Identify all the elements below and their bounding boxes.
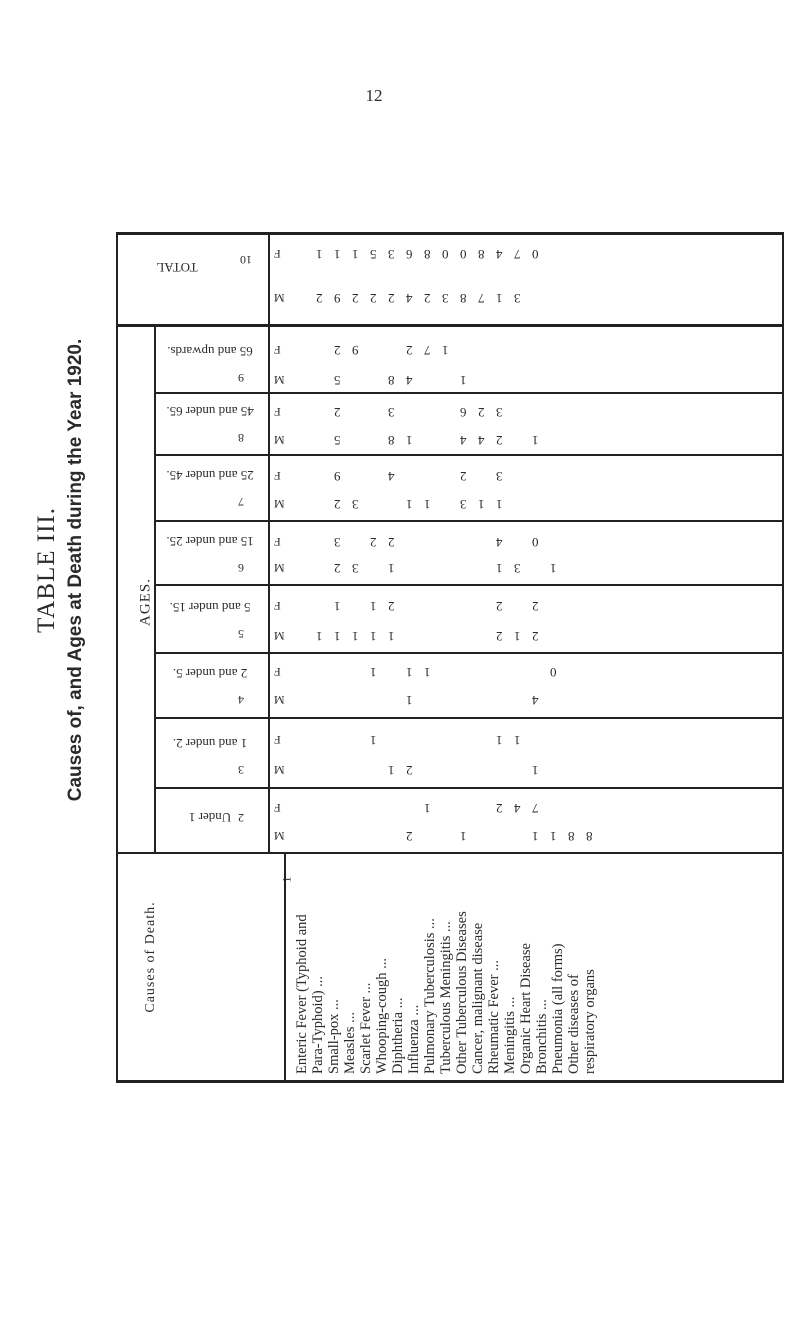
cause-label: Whooping-cough ... [374,958,390,1074]
table-cell: 4 [478,433,485,448]
table-cell: 4 [406,291,413,306]
cause-label: Tuberculous Meningitis ... [438,921,454,1074]
row-sep [154,392,782,394]
cause-row [454,850,470,1074]
age-label-under-1: Under 1 [188,810,232,825]
cause-label: Other Tuberculous Diseases [454,911,470,1074]
table-cell: 1 [460,373,467,388]
table-cell: 2 [388,599,395,614]
cause-label: Small-pox ... [326,999,342,1074]
table-cell: 3 [352,497,359,512]
cause-row [358,850,374,1074]
f-label: F [274,733,281,747]
table-cell: 1 [334,629,341,644]
table-cell: 2 [478,405,485,420]
causes-header: Causes of Death. [143,901,158,1013]
table-cell: 4 [406,373,413,388]
table-cell: 1 [496,291,503,306]
m-label: M [274,629,285,643]
table-cell: 1 [478,497,485,512]
age-label-1-2: 1 and under 2. [172,736,248,751]
cause-row [486,850,502,1074]
table-cell: 1 [370,665,377,680]
cause-row [422,850,438,1074]
table-cell: 7 [478,291,485,306]
table-cell: 1 [514,733,521,748]
table-cell: 0 [532,247,539,262]
cause-label: Diphtheria ... [390,997,406,1074]
table-cell: 2 [370,291,377,306]
age-label-2-5: 2 and under 5. [172,666,248,681]
cause-row [390,850,406,1074]
table-cell: 2 [460,469,467,484]
total-f-label: F [274,247,281,261]
table-cell: 1 [406,665,413,680]
f-label: F [274,599,281,613]
table-bottom-border [116,1080,784,1083]
cause-label: Other diseases of [566,974,582,1074]
age-col-6: 6 [238,561,244,575]
total-col-number: 10 [240,253,252,267]
table-cell: 1 [406,693,413,708]
table-cell: 1 [460,829,467,844]
cause-label: Rheumatic Fever ... [486,960,502,1074]
table-cell: 1 [496,733,503,748]
table-cell: 1 [352,629,359,644]
cause-label: Enteric Fever (Typhoid and [294,914,310,1074]
total-row-border [116,324,784,327]
table-top-border [116,232,784,235]
table-cell: 2 [334,343,341,358]
table-cell: 2 [352,291,359,306]
table-cell: 5 [370,247,377,262]
m-label: M [274,433,285,447]
table-cell: 4 [514,801,521,816]
f-label: F [274,535,281,549]
table-cell: 8 [568,829,575,844]
table-right-border [782,232,784,1082]
label-col-border [268,232,270,854]
m-label: M [274,373,285,387]
table-cell: 1 [424,497,431,512]
table-cell: 9 [352,343,359,358]
cause-label: respiratory organs [582,969,598,1074]
table-cell: 3 [514,561,521,576]
table-cell: 3 [496,469,503,484]
age-label-15-25: 15 and under 25. [166,534,254,549]
table-cell: 8 [388,373,395,388]
table-cell: 0 [532,535,539,550]
row-sep [154,520,782,522]
table-cell: 4 [460,433,467,448]
table-title: TABLE III. [33,507,60,634]
table-cell: 2 [316,291,323,306]
table-cell: 4 [496,535,503,550]
table-subtitle: Causes of, and Ages at Death during the Year 1920. [65,338,86,802]
age-col-2: 2 [238,811,244,825]
table-cell: 1 [406,433,413,448]
cause-label: Scarlet Fever ... [358,982,374,1074]
table-cell: 1 [550,829,557,844]
table-cell: 2 [406,763,413,778]
table-cell: 5 [334,373,341,388]
table-cell: 8 [478,247,485,262]
age-label-45-65: 45 and under 65. [166,404,254,419]
table-cell: 0 [460,247,467,262]
table-cell: 1 [352,247,359,262]
table-cell: 9 [334,291,341,306]
cause-row [374,850,390,1074]
table-cell: 3 [460,497,467,512]
table-cell: 1 [496,497,503,512]
table-cell: 2 [496,629,503,644]
total-m-label: M [274,291,285,305]
table-cell: 1 [424,665,431,680]
table-cell: 3 [352,561,359,576]
age-label-65u: 65 and upwards. [167,344,253,359]
table-left-border [116,232,118,1082]
f-label: F [274,469,281,483]
cause-label: Bronchitis ... [534,999,550,1074]
ages-header: AGES. [137,578,154,626]
table-cell: 8 [388,433,395,448]
table-cell: 7 [532,801,539,816]
cause-row [406,850,422,1074]
table-cell: 6 [460,405,467,420]
table-cell: 2 [334,405,341,420]
mortality-table [116,232,784,1082]
table-cell: 8 [460,291,467,306]
table-cell: 2 [370,535,377,550]
cause-row [438,850,454,1074]
age-col-4: 4 [238,693,244,707]
age-col-5: 5 [238,627,244,641]
cause-row [502,850,518,1074]
age-label-5-15: 5 and under 15. [169,600,251,615]
table-cell: 6 [406,247,413,262]
cause-label: Para-Typhoid) ... [310,975,326,1074]
cause-row [326,850,342,1074]
table-cell: 0 [442,247,449,262]
table-title-block [33,210,86,930]
age-col-7: 7 [238,495,244,509]
f-label: F [274,665,281,679]
m-label: M [274,693,285,707]
table-cell: 1 [370,599,377,614]
cause-row [582,850,598,1074]
age-label-25-45: 25 and under 45. [166,468,254,483]
table-cell: 3 [388,247,395,262]
f-label: F [274,343,281,357]
age-col-3: 3 [238,763,244,777]
table-cell: 1 [514,629,521,644]
table-cell: 2 [532,629,539,644]
table-cell: 3 [514,291,521,306]
age-col-8: 8 [238,431,244,445]
table-cell: 1 [550,561,557,576]
table-cell: 2 [532,599,539,614]
table-cell: 2 [388,291,395,306]
cause-row [342,850,358,1074]
table-cell: 1 [532,433,539,448]
table-cell: 1 [316,629,323,644]
cause-label: Cancer, malignant disease [470,922,486,1074]
table-cell: 7 [514,247,521,262]
cause-label: Pulmonary Tuberculosis ... [422,918,438,1074]
table-cell: 7 [424,343,431,358]
cause-row [550,850,566,1074]
row-sep [154,652,782,654]
table-cell: 1 [424,801,431,816]
table-cell: 2 [388,535,395,550]
table-cell: 2 [406,343,413,358]
table-cell: 1 [532,763,539,778]
causes-col-border [284,854,286,1080]
row-sep [154,717,782,719]
m-label: M [274,763,285,777]
table-cell: 2 [424,291,431,306]
table-cell: 3 [442,291,449,306]
table-cell: 2 [406,829,413,844]
cause-label: Organic Heart Disease [518,943,534,1074]
table-cell: 1 [370,629,377,644]
table-cell: 3 [496,405,503,420]
table-cell: 2 [334,497,341,512]
cause-label: Influenza ... [406,1004,422,1074]
table-cell: 1 [370,733,377,748]
m-label: M [274,829,285,843]
table-cell: 4 [496,247,503,262]
table-cell: 4 [388,469,395,484]
table-cell: 2 [496,801,503,816]
table-cell: 9 [334,469,341,484]
table-cell: 1 [316,247,323,262]
cause-label: Measles ... [342,1011,358,1074]
table-cell: 1 [442,343,449,358]
table-cell: 1 [334,247,341,262]
table-cell: 8 [424,247,431,262]
table-cell: 2 [496,433,503,448]
row-sep [154,584,782,586]
m-label: M [274,497,285,511]
cause-row [534,850,550,1074]
cause-label: Meningitis ... [502,996,518,1074]
table-cell: 5 [334,433,341,448]
cause-label: Pneumonia (all forms) [550,943,566,1074]
table-cell: 2 [496,599,503,614]
table-cell: 1 [496,561,503,576]
table-cell: 1 [388,763,395,778]
cause-row [518,850,534,1074]
table-cell: 1 [388,629,395,644]
table-cell: 3 [334,535,341,550]
total-label: TOTAL [156,260,198,275]
table-cell: 4 [532,693,539,708]
table-cell: 3 [388,405,395,420]
cause-row [566,850,582,1074]
table-cell: 1 [388,561,395,576]
table-cell: 2 [334,561,341,576]
table-cell: 1 [334,599,341,614]
causes-col-number: 1 [279,876,294,883]
cause-row [470,850,486,1074]
m-label: M [274,561,285,575]
row-sep [154,787,782,789]
page-number: 12 [365,86,383,105]
f-label: F [274,405,281,419]
f-label: F [274,801,281,815]
age-col-9: 9 [238,371,244,385]
table-cell: 1 [406,497,413,512]
cause-row [294,850,310,1074]
table-cell: 8 [586,829,593,844]
table-cell: 0 [550,665,557,680]
table-cell: 1 [532,829,539,844]
cause-row [310,850,326,1074]
row-sep [154,454,782,456]
